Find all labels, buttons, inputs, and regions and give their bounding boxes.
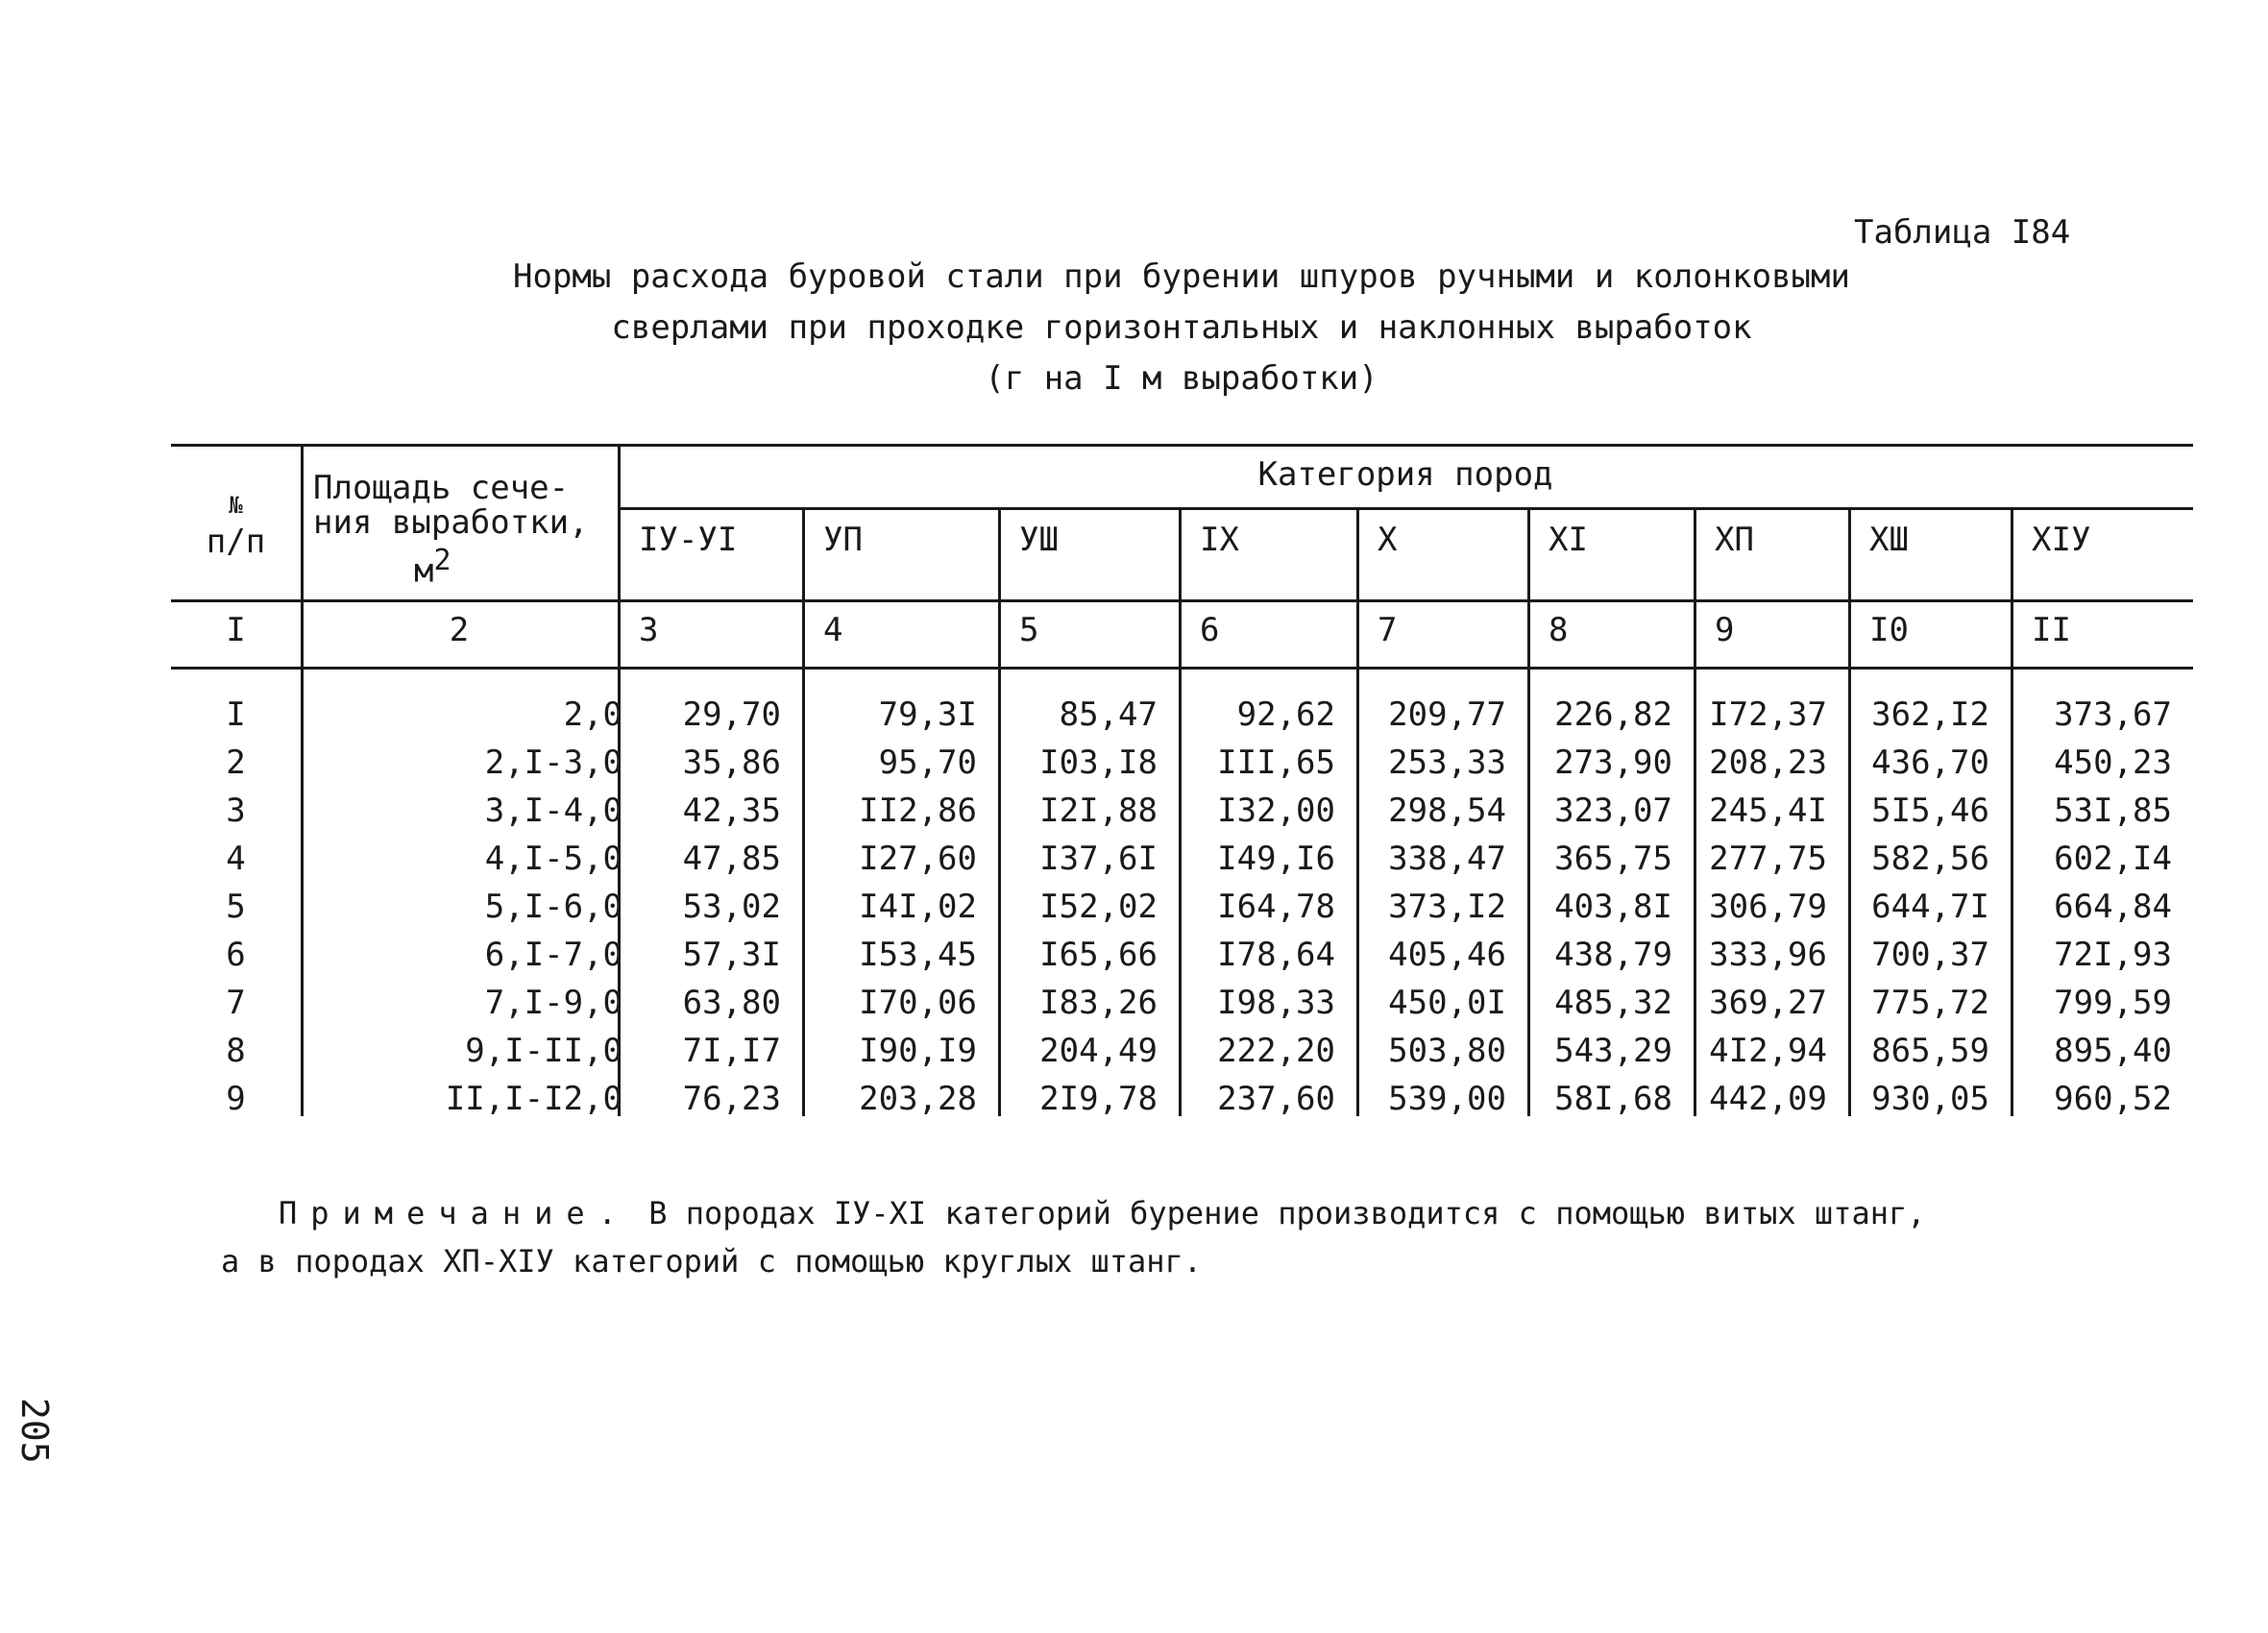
table-cell: 503,80 (1388, 1032, 1506, 1070)
table-cell: 79,3I (878, 695, 977, 734)
column-number: 2 (449, 611, 470, 649)
row-number: 4 (226, 840, 246, 878)
header-category-group: Категория пород (1257, 455, 1553, 494)
row-area: 4,I-5,0 (484, 840, 622, 878)
table-cell: 539,00 (1388, 1080, 1506, 1118)
row-number: I (226, 695, 246, 734)
table-cell: I65,66 (1039, 936, 1158, 974)
note-line-2: а в породах XП-XIУ категорий с помощью круглых штанг. (221, 1243, 1203, 1280)
table-cell: 365,75 (1554, 840, 1672, 878)
table-cell: 438,79 (1554, 936, 1672, 974)
table-cell: 960,52 (2054, 1080, 2172, 1118)
header-category: IX (1200, 521, 1239, 559)
row-number: 2 (226, 743, 246, 782)
table-cell: 436,70 (1871, 743, 1989, 782)
table-cell: 700,37 (1871, 936, 1989, 974)
table-cell: 57,3I (682, 936, 781, 974)
header-category: УП (823, 521, 863, 559)
header-category: XI (1549, 521, 1588, 559)
header-area-line2: ния выработки, (313, 503, 589, 542)
table-note (221, 1189, 1926, 1285)
table-cell: I03,I8 (1039, 743, 1158, 782)
table-cell: 4I2,94 (1709, 1032, 1827, 1070)
column-number: II (2032, 611, 2071, 649)
table-cell: 222,20 (1217, 1032, 1335, 1070)
table-cell: I98,33 (1217, 984, 1335, 1022)
header-bottom-rule (171, 599, 2193, 602)
table-cell: 582,56 (1871, 840, 1989, 878)
row-area: 9,I-II,0 (465, 1032, 622, 1070)
table-cell: I49,I6 (1217, 840, 1335, 878)
row-number: 9 (226, 1080, 246, 1118)
column-number: 6 (1200, 611, 1220, 649)
table-cell: 405,46 (1388, 936, 1506, 974)
colnum-bottom-rule (171, 667, 2193, 670)
table-cell: 485,32 (1554, 984, 1672, 1022)
table-cell: 865,59 (1871, 1032, 1989, 1070)
table-number: Таблица I84 (1854, 213, 2071, 252)
title-line-3: (г на I м выработки) (985, 359, 1378, 398)
table-cell: 237,60 (1217, 1080, 1335, 1118)
table-cell: III,65 (1217, 743, 1335, 782)
column-number: 3 (639, 611, 659, 649)
table-cell: 775,72 (1871, 984, 1989, 1022)
header-category: X (1378, 521, 1398, 559)
title-line-2: сверлами при проходке горизонтальных и наклонных выработок (611, 308, 1752, 347)
table-cell: 95,70 (878, 743, 977, 782)
table-cell: 208,23 (1709, 743, 1827, 782)
header-category: XIУ (2032, 521, 2091, 559)
table-cell: I72,37 (1709, 695, 1827, 734)
page-number: 205 (13, 1398, 56, 1464)
table-cell: 543,29 (1554, 1032, 1672, 1070)
table-cell: 245,4I (1709, 792, 1827, 830)
table-title (423, 252, 1940, 404)
table-cell: 72I,93 (2054, 936, 2172, 974)
row-area: 3,I-4,0 (484, 792, 622, 830)
row-area: 2,I-3,0 (484, 743, 622, 782)
header-category: XШ (1869, 521, 1909, 559)
table-cell: I53,45 (859, 936, 977, 974)
row-area: 2,0 (563, 695, 622, 734)
header-num: № (229, 492, 243, 519)
norms-table (171, 444, 2193, 1116)
table-cell: 58I,68 (1554, 1080, 1672, 1118)
table-top-rule (171, 444, 2193, 447)
table-cell: 930,05 (1871, 1080, 1989, 1118)
header-category: XП (1715, 521, 1754, 559)
table-cell: I90,I9 (859, 1032, 977, 1070)
table-cell: I70,06 (859, 984, 977, 1022)
table-cell: 373,I2 (1388, 888, 1506, 926)
column-number: 7 (1378, 611, 1398, 649)
table-cell: 7I,I7 (682, 1032, 781, 1070)
column-number: 5 (1019, 611, 1039, 649)
note-label: Примечание. (279, 1195, 630, 1231)
table-cell: 5I5,46 (1871, 792, 1989, 830)
table-cell: 373,67 (2054, 695, 2172, 734)
row-area: 5,I-6,0 (484, 888, 622, 926)
table-cell: 76,23 (682, 1080, 781, 1118)
row-number: 6 (226, 936, 246, 974)
row-number: 3 (226, 792, 246, 830)
table-cell: 450,23 (2054, 743, 2172, 782)
table-cell: 85,47 (1059, 695, 1158, 734)
table-cell: 602,I4 (2054, 840, 2172, 878)
table-cell: 369,27 (1709, 984, 1827, 1022)
table-cell: 92,62 (1236, 695, 1335, 734)
table-cell: II2,86 (859, 792, 977, 830)
table-cell: 47,85 (682, 840, 781, 878)
table-cell: 306,79 (1709, 888, 1827, 926)
table-cell: 29,70 (682, 695, 781, 734)
column-number: I0 (1869, 611, 1909, 649)
header-area-unit (414, 544, 451, 590)
note-line-1 (279, 1189, 1926, 1237)
table-cell: 333,96 (1709, 936, 1827, 974)
area-unit-m: м (414, 551, 434, 591)
table-cell: 204,49 (1039, 1032, 1158, 1070)
table-cell: 253,33 (1388, 743, 1506, 782)
table-cell: 664,84 (2054, 888, 2172, 926)
table-cell: 203,28 (859, 1080, 977, 1118)
row-area: 7,I-9,0 (484, 984, 622, 1022)
table-cell: 2I9,78 (1039, 1080, 1158, 1118)
header-category: УШ (1019, 521, 1059, 559)
table-cell: I27,60 (859, 840, 977, 878)
table-cell: I78,64 (1217, 936, 1335, 974)
table-cell: 42,35 (682, 792, 781, 830)
note-text-1: В породах IУ-XI категорий бурение производится с помощью витых штанг, (648, 1195, 1926, 1231)
column-number: 8 (1549, 611, 1569, 649)
table-cell: 298,54 (1388, 792, 1506, 830)
column-number: 4 (823, 611, 843, 649)
table-cell: 53,02 (682, 888, 781, 926)
header-category: IУ-УI (639, 521, 738, 559)
table-cell: I4I,02 (859, 888, 977, 926)
table-cell: 338,47 (1388, 840, 1506, 878)
row-number: 5 (226, 888, 246, 926)
table-cell: 63,80 (682, 984, 781, 1022)
area-unit-sup: 2 (433, 544, 451, 577)
table-cell: 226,82 (1554, 695, 1672, 734)
row-area: II,I-I2,0 (445, 1080, 622, 1118)
table-cell: 442,09 (1709, 1080, 1827, 1118)
table-cell: I37,6I (1039, 840, 1158, 878)
header-num-sub: п/п (206, 523, 266, 561)
category-rule (618, 507, 2193, 510)
table-cell: 53I,85 (2054, 792, 2172, 830)
table-cell: 277,75 (1709, 840, 1827, 878)
table-cell: 403,8I (1554, 888, 1672, 926)
table-cell: I83,26 (1039, 984, 1158, 1022)
table-cell: I32,00 (1217, 792, 1335, 830)
table-cell: I52,02 (1039, 888, 1158, 926)
header-area-line1: Площадь сече- (313, 469, 570, 507)
row-number: 8 (226, 1032, 246, 1070)
table-cell: 799,59 (2054, 984, 2172, 1022)
column-number: I (226, 611, 246, 649)
table-cell: 323,07 (1554, 792, 1672, 830)
table-cell: 895,40 (2054, 1032, 2172, 1070)
table-cell: 644,7I (1871, 888, 1989, 926)
table-cell: 209,77 (1388, 695, 1506, 734)
title-line-1: Нормы расхода буровой стали при бурении шпуров ручными и колонковыми (513, 257, 1850, 296)
table-cell: 450,0I (1388, 984, 1506, 1022)
table-cell: 35,86 (682, 743, 781, 782)
column-number: 9 (1715, 611, 1735, 649)
table-cell: I2I,88 (1039, 792, 1158, 830)
table-cell: 362,I2 (1871, 695, 1989, 734)
row-number: 7 (226, 984, 246, 1022)
table-cell: I64,78 (1217, 888, 1335, 926)
row-area: 6,I-7,0 (484, 936, 622, 974)
table-cell: 273,90 (1554, 743, 1672, 782)
